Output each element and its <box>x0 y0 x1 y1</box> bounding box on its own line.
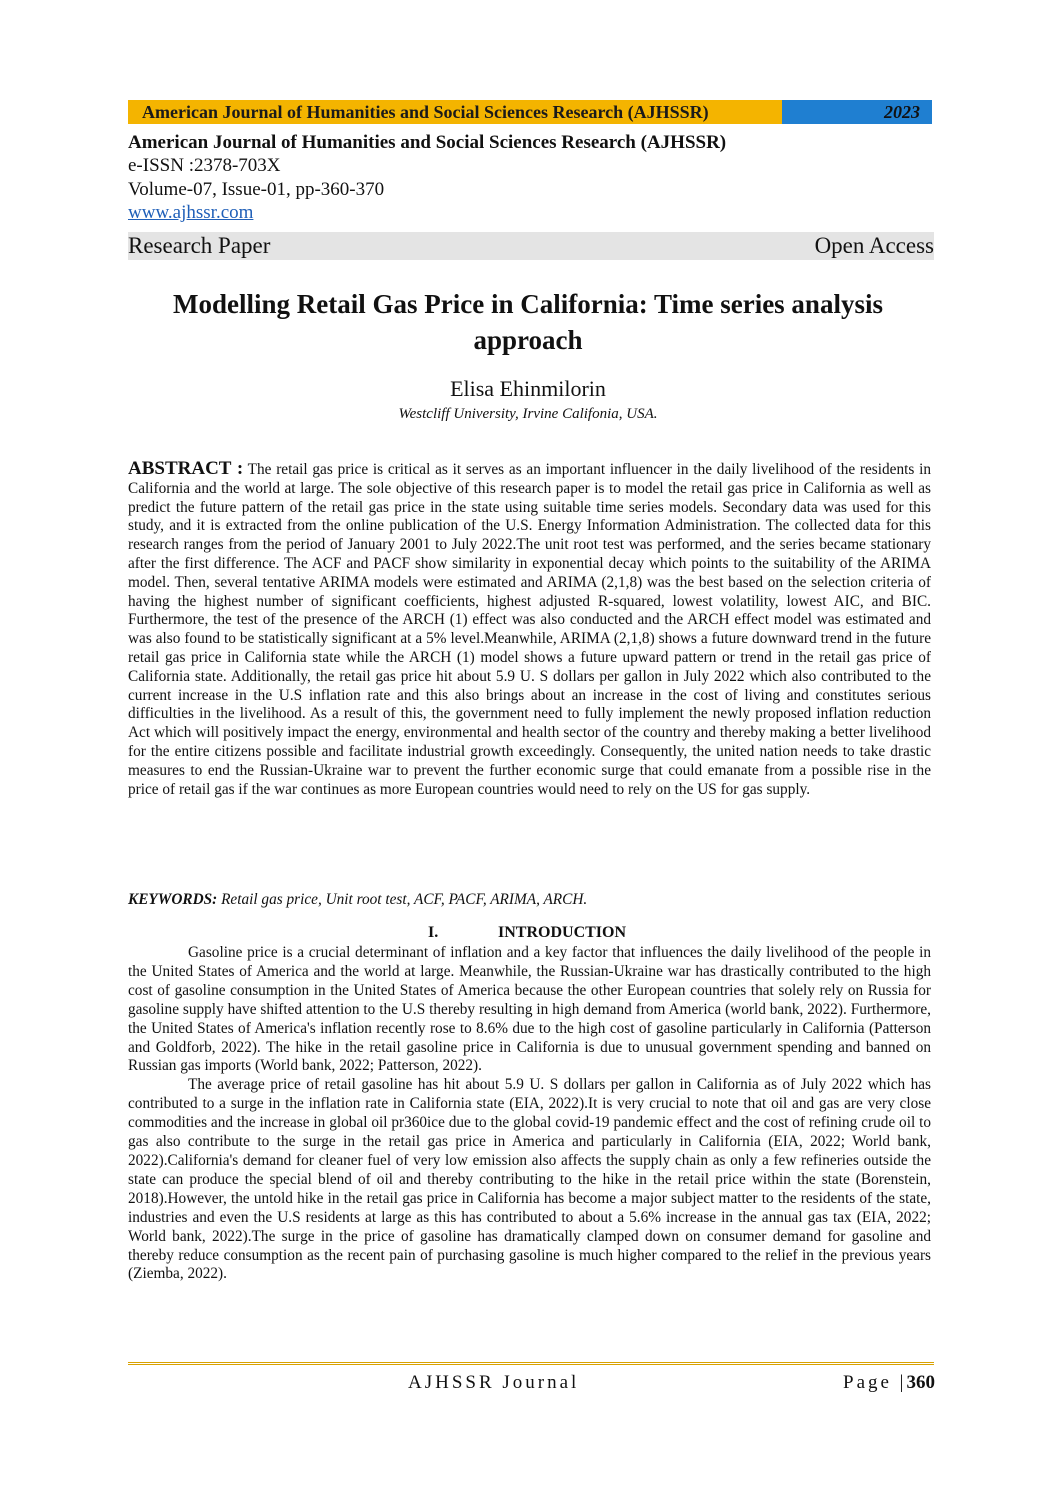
meta-issn: e-ISSN :2378-703X <box>128 155 281 176</box>
intro-paragraph: Gasoline price is a crucial determinant of inflation and a key factor that influences the daily livelihood of the people in the United States of America and the world at large. Meanwhile, the Russian-Ukraine war has drastically contributed to the high cost of gasoline consumption in the United States of America because the other European countries that solely rely on Russia for gasoline supply have shifted attention to the U.S thereby resulting in high demand from America (world bank, 2022). Furthermore, the United States of America's inflation recently rose to 8.6% due to the high cost of gasoline particularly in California (Patterson and Goldforb, 2022). The hike in the retail gasoline price in California is due to unusual government spending and banned on Russian gas imports (World bank, 2022; Patterson, 2022). <box>128 944 931 1075</box>
meta-journal-name: American Journal of Humanities and Social Sciences Research (AJHSSR) <box>128 132 727 153</box>
introduction-body <box>128 944 931 1284</box>
banner-year: 2023 <box>782 100 932 124</box>
paper-type-label: Research Paper <box>128 233 271 258</box>
paper-title: Modelling Retail Gas Price in California: Time series analysis approach <box>173 289 883 355</box>
meta-volume: Volume-07, Issue-01, pp-360-370 <box>128 179 385 200</box>
section-title: INTRODUCTION <box>498 924 627 941</box>
paper-type-bar <box>128 232 934 260</box>
keywords-label: KEYWORDS: <box>128 891 218 908</box>
footer-page-label: Page | <box>843 1372 907 1393</box>
footer-page <box>843 1372 935 1394</box>
open-access-label: Open Access <box>814 233 934 258</box>
page-number: 360 <box>906 1372 935 1393</box>
keywords-text: Retail gas price, Unit root test, ACF, PACF, ARIMA, ARCH. <box>221 891 588 908</box>
footer-journal: AJHSSR Journal <box>408 1372 580 1393</box>
intro-paragraph: The average price of retail gasoline has hit about 5.9 U. S dollars per gallon in California as of July 2022 which has contributed to a surge in the inflation rate in California state (EIA, 2022).It is very crucial to note that oil and gas are very close commodities and the increase in global oil pr360ice due to the global covid-19 pandemic effect and the cost of refining crude oil to gas also contribute to the surge in the retail gas price in America and particularly in California (EIA, 2022; World bank, 2022).California's demand for cleaner fuel of very low emission also affects the supply chain as only a few refineries outside the state can produce the special blend of oil and thereby contributing to the hike in the retail price within the state (Borenstein, 2018).However, the untold hike in the retail gas price in California has become a major subject matter to the residents of the state, industries and even the U.S residents at large as this has contributed to about a 5.6% increase in the annual gas tax (EIA, 2022; World bank, 2022).The surge in the price of gasoline has dramatically clamped down on consumer demand for gasoline and thereby reduce consumption as the recent pain of purchasing gasoline is much higher compared to the relief in the previous years (Ziemba, 2022). <box>128 1076 931 1283</box>
author-affiliation: Westcliff University, Irvine Califonia, USA. <box>398 406 658 422</box>
section-number: I. <box>428 924 439 941</box>
abstract-text: The retail gas price is critical as it serves as an important influencer in the daily livelihood of the residents in California and the world at large. The sole objective of this research paper is to model the retail gas price in California as well as predict the future pattern of the retail gas price in the state using suitable time series models. Secondary data was used for this study, and it is extracted from the online publication of the U.S. Energy Information Administration. The collected data for this research ranges from the period of January 2001 to July 2022.The unit root test was performed, and the series became stationary after the first difference. The ACF and PACF show similarity in exponential decay which points to the suitability of the ARIMA model. Then, several tentative ARIMA models were estimated and ARIMA (2,1,8) was the best based on the selection criteria of having the highest number of significant coefficients, highest adjusted R-squared, lowest volatility, lowest AIC, and BIC. Furthermore, the test of the presence of the ARCH (1) effect was also conducted and the ARCH effect model was estimated and was also found to be statistically significant at a 5% level.Meanwhile, ARIMA (2,1,8) shows a future downward trend in the future retail gas price in California state while the ARCH (1) model shows a future upward pattern or trend in the retail gas price of California state. Additionally, the retail gas price hit about 5.9 U. S dollars per gallon in July 2022 which also contributed to the current increase in the U.S inflation rate and this also brings about an increase in the cost of living and constitutes serious difficulties in the livelihood. As a result of this, the government need to fully implement the newly proposed inflation reduction Act which will positively impact the energy, environmental and health sector of the country and thereby making a better livelihood for the entire citizens possible and facilitate industrial growth exceedingly. Consequently, the united nation needs to take drastic measures to end the Russian-Ukraine war to prevent the further economic surge that could emanate from a possible rise in the price of retail gas if the war continues as more European countries would need to rely on the US for gas supply. <box>128 461 931 798</box>
author-name: Elisa Ehinmilorin <box>450 376 606 401</box>
footer-rule <box>128 1362 934 1365</box>
journal-banner <box>128 100 932 124</box>
abstract-label: ABSTRACT : <box>128 458 244 479</box>
keywords <box>128 890 931 909</box>
banner-journal-name: American Journal of Humanities and Social Sciences Research (AJHSSR) <box>128 100 782 124</box>
abstract <box>128 460 931 799</box>
journal-website-link[interactable]: www.ajhssr.com <box>128 202 254 223</box>
journal-meta <box>128 132 934 224</box>
